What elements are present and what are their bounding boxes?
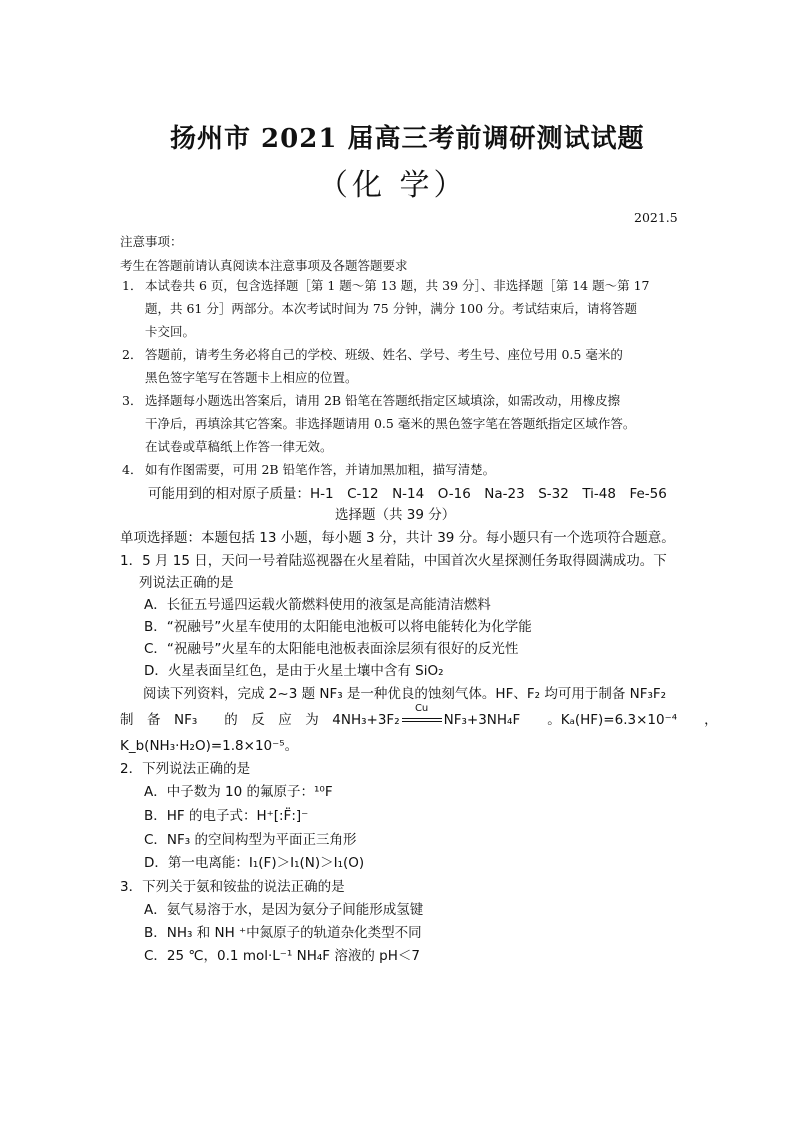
option-d: D．第一电离能：I₁(F)＞I₁(N)＞I₁(O) bbox=[144, 855, 365, 871]
reading-line bbox=[120, 703, 718, 728]
notice-item-number: 3． bbox=[122, 393, 143, 408]
option-b: B．“祝融号”火星车使用的太阳能电池板可以将电能转化为化学能 bbox=[144, 619, 532, 635]
catalyst-label: Cu bbox=[414, 703, 429, 714]
notice-item-line: 黑色签字笔写在答题卡上相应的位置。 bbox=[145, 370, 358, 385]
question-stem: 2．下列说法正确的是 bbox=[120, 761, 251, 777]
atomic-masses: 可能用到的相对原子质量：H-1 C-12 N-14 O-16 Na-23 S-32 Ti-48 Fe-56 bbox=[148, 486, 667, 502]
notice-item-number: 4． bbox=[122, 462, 143, 477]
catalyst-arrow bbox=[402, 703, 442, 727]
reading-line: 阅读下列资料，完成 2~3 题 NF₃ 是一种优良的蚀刻气体。HF、F₂ 均可用于制备 NF₃F₂ bbox=[143, 686, 667, 702]
page-title: 扬州市 2021 届高三考前调研测试试题 bbox=[170, 124, 645, 154]
notice-item-line: 本试卷共 6 页，包含选择题［第 1 题～第 13 题，共 39 分］、非选择题［第 14 题～第 17 bbox=[145, 278, 650, 293]
notice-intro: 考生在答题前请认真阅读本注意事项及各题答题要求 bbox=[120, 258, 408, 273]
notice-heading: 注意事项： bbox=[120, 234, 183, 249]
notice-item-line: 选择题每小题选出答案后，请用 2B 铅笔在答题纸指定区域填涂，如需改动，用橡皮擦 bbox=[145, 393, 621, 408]
reading-line: K_b(NH₃·H₂O)=1.8×10⁻⁵。 bbox=[120, 738, 299, 754]
question-stem: 3．下列关于氨和铵盐的说法正确的是 bbox=[120, 879, 345, 895]
notice-item-line: 如有作图需要，可用 2B 铅笔作答，并请加黑加粗，描写清楚。 bbox=[145, 462, 496, 477]
question-stem: 1．5 月 15 日，天问一号着陆巡视器在火星着陆，中国首次火星探测任务取得圆满成功。下 bbox=[120, 553, 667, 569]
notice-item-line: 在试卷或草稿纸上作答一律无效。 bbox=[145, 439, 333, 454]
notice-item-line: 答题前，请考生务必将自己的学校、班级、姓名、学号、考生号、座位号用 0.5 毫米的 bbox=[145, 347, 623, 362]
exam-date: 2021.5 bbox=[634, 210, 678, 225]
option-a: A．长征五号遥四运载火箭燃料使用的液氢是高能清洁燃料 bbox=[144, 597, 491, 613]
option-c: C．25 ℃，0.1 mol·L⁻¹ NH₄F 溶液的 pH＜7 bbox=[144, 948, 420, 964]
option-b: B．NH₃ 和 NH ⁺中氮原子的轨道杂化类型不同 bbox=[144, 925, 422, 941]
option-c: C．NF₃ 的空间构型为平面正三角形 bbox=[144, 832, 357, 848]
notice-item-line: 卡交回。 bbox=[145, 324, 196, 339]
option-d: D．火星表面呈红色，是由于火星土壤中含有 SiO₂ bbox=[144, 663, 444, 679]
notice-item-line: 干净后，再填涂其它答案。非选择题请用 0.5 毫米的黑色签字笔在答题纸指定区域作答。 bbox=[145, 416, 636, 431]
page-subtitle: （化 学） bbox=[318, 168, 468, 203]
option-c: C．“祝融号”火星车的太阳能电池板表面涂层须有很好的反光性 bbox=[144, 641, 519, 657]
option-b: B．HF 的电子式：H⁺[:F̈:]⁻ bbox=[144, 808, 309, 824]
question-stem: 列说法正确的是 bbox=[139, 575, 234, 591]
section-title: 选择题（共 39 分） bbox=[335, 507, 456, 523]
notice-item-number: 1． bbox=[122, 278, 143, 293]
reaction-products: NF₃+3NH₄F 。Kₐ(HF)=6.3×10⁻⁴ ， bbox=[443, 712, 718, 728]
notice-item-number: 2． bbox=[122, 347, 143, 362]
reaction-reactants: 制 备 NF₃ 的 反 应 为 4NH₃+3F₂ bbox=[120, 712, 400, 728]
option-a: A．中子数为 10 的氟原子：¹⁰F bbox=[144, 784, 333, 800]
notice-item-line: 题，共 61 分］两部分。本次考试时间为 75 分钟，满分 100 分。考试结束后，请将答题 bbox=[145, 301, 638, 316]
option-a: A．氨气易溶于水，是因为氨分子间能形成氢键 bbox=[144, 902, 424, 918]
section-description: 单项选择题：本题包括 13 小题，每小题 3 分，共计 39 分。每小题只有一个选项符合题意。 bbox=[120, 530, 675, 546]
